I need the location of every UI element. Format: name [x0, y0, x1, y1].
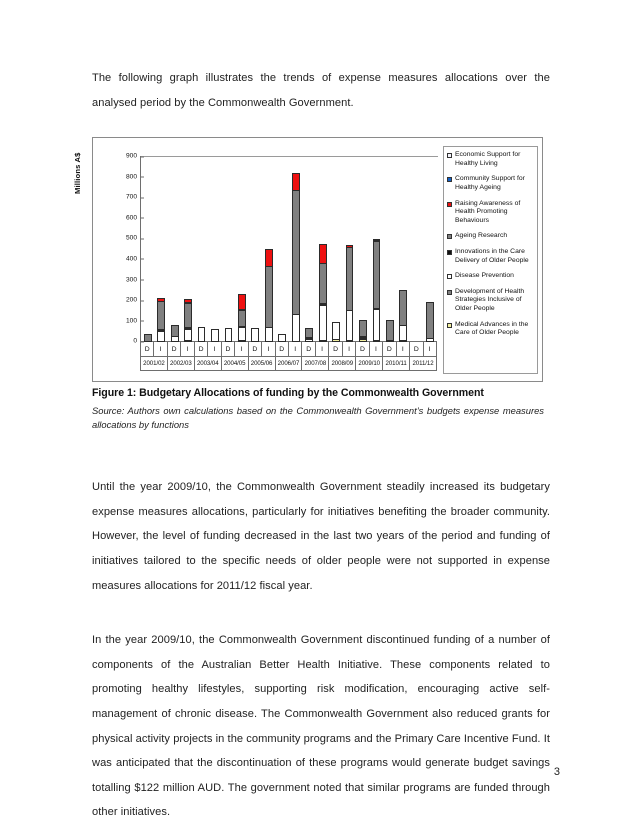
bar-segment — [144, 334, 152, 342]
bar-slot — [208, 156, 221, 341]
y-axis-tick: 200 — [126, 297, 141, 304]
bar-segment — [399, 325, 407, 341]
stacked-bar — [251, 328, 259, 341]
page-content — [73, 66, 550, 825]
stacked-bar — [426, 302, 434, 341]
bar-slot — [249, 156, 262, 341]
bar-slot — [302, 156, 315, 341]
bar-slot — [356, 156, 369, 341]
x-axis-subcategory-cell: I — [208, 342, 221, 356]
stacked-bar — [238, 294, 246, 341]
y-axis-tick: 800 — [126, 173, 141, 180]
bar-segment — [265, 266, 273, 328]
y-axis-tick: 0 — [133, 338, 141, 345]
bar-segment — [265, 327, 273, 341]
x-axis-year-cell: 2009/10 — [356, 357, 383, 370]
bar-segment — [238, 310, 246, 327]
paragraph-3: In the year 2009/10, the Commonwealth Government discontinued funding of a number of components of the Australian Better Health Initiative. These components related to promoting healthy lifestyles, supporting risk modification, encouraging active self-management of chronic disease. The Commonwealth Government also reduced grants for physical activity projects in the community programs and the Primary Care Incentive Fund. It was anticipated that the discontinuation of these programs would generate budget savings totalling $122 million AUD. The government noted that similar programs are funded through other initiatives. — [92, 634, 550, 819]
legend-item — [447, 232, 534, 241]
bar-segment — [157, 301, 165, 330]
bar-segment — [292, 173, 300, 190]
x-axis-subcategory-row — [140, 342, 437, 357]
bar-segment — [278, 334, 286, 342]
x-axis-subcategory-cell: D — [141, 342, 154, 356]
bar-slot — [343, 156, 356, 341]
x-axis-subcategory-cell: I — [397, 342, 410, 356]
bar-slot — [235, 156, 248, 341]
bar-segment — [373, 309, 381, 341]
x-axis-subcategory-cell: I — [235, 342, 248, 356]
bar-segment — [373, 241, 381, 310]
bar-slot — [222, 156, 235, 341]
stacked-bar — [278, 334, 286, 342]
bar-slot — [370, 156, 383, 341]
x-axis-subcategory-cell: D — [329, 342, 342, 356]
bar-segment — [171, 325, 179, 336]
legend-item — [447, 151, 534, 168]
bar-segment — [184, 303, 192, 328]
figure-caption-title: Figure 1: Budgetary Allocations of funding by the Commonwealth Government — [92, 387, 484, 400]
bar-segment — [386, 320, 394, 340]
bar-segment — [319, 305, 327, 341]
x-axis-subcategory-cell: I — [154, 342, 167, 356]
x-axis-subcategory-cell: D — [195, 342, 208, 356]
x-axis-subcategory-cell: D — [410, 342, 423, 356]
x-axis-subcategory-cell: D — [222, 342, 235, 356]
stacked-bar — [171, 325, 179, 341]
y-axis-tick: 400 — [126, 255, 141, 262]
bar-segment — [346, 310, 354, 340]
bar-slot — [383, 156, 396, 341]
intro-paragraph: The following graph illustrates the trends of expense measures allocations over the analysed period by the Commonwealth Government. — [92, 72, 550, 109]
bar-segment — [292, 190, 300, 315]
x-axis-subcategory-cell: D — [302, 342, 315, 356]
bar-segment — [184, 329, 192, 341]
y-axis-tick: 100 — [126, 317, 141, 324]
x-axis-subcategory-cell: D — [168, 342, 181, 356]
legend-label: Economic Support for Healthy Living — [455, 151, 521, 167]
legend-swatch-icon — [447, 153, 452, 158]
y-axis-tick: 900 — [126, 153, 141, 160]
bar-slot — [181, 156, 194, 341]
x-axis-year-cell: 2005/06 — [249, 357, 276, 370]
stacked-bar — [332, 322, 340, 341]
x-axis-year-cell: 2011/12 — [410, 357, 437, 370]
x-axis-year-row — [140, 357, 437, 371]
bar-segment — [426, 302, 434, 339]
bar-slot — [397, 156, 410, 341]
stacked-bar — [359, 320, 367, 342]
x-axis-subcategory-cell: I — [370, 342, 383, 356]
bar-segment — [225, 328, 233, 342]
legend-swatch-icon — [447, 250, 452, 255]
legend-label: Raising Awareness of Health Promoting Behaviours — [455, 199, 521, 224]
bar-slot — [329, 156, 342, 341]
legend-label: Medical Advances in the Care of Older People — [455, 320, 529, 337]
bar-segment — [211, 329, 219, 342]
x-axis-year-cell: 2007/08 — [302, 357, 329, 370]
figure-caption-source: Source: Authors own calculations based on the Commonwealth Government’s budgets expense measures allocations by functions — [92, 405, 544, 430]
bar-segment — [292, 314, 300, 341]
bar-slot — [316, 156, 329, 341]
x-axis-subcategory-cell: D — [249, 342, 262, 356]
bar-segment — [399, 290, 407, 326]
stacked-bar — [157, 298, 165, 341]
legend-item — [447, 248, 534, 265]
legend-item — [447, 288, 534, 314]
figure-1 — [73, 137, 547, 431]
legend-swatch-icon — [447, 290, 452, 295]
legend-label: Innovations in the Care Delivery of Older People — [455, 247, 529, 264]
legend-swatch-icon — [447, 202, 452, 207]
stacked-bar — [225, 328, 233, 341]
bar-segment — [238, 327, 246, 340]
bar-slot — [276, 156, 289, 341]
bar-segment — [319, 244, 327, 264]
x-axis-subcategory-cell: I — [343, 342, 356, 356]
bar-slot — [410, 156, 423, 341]
chart-inner — [73, 142, 538, 377]
legend-item — [447, 200, 534, 226]
x-axis-subcategory-cell: D — [383, 342, 396, 356]
bar-segment — [319, 263, 327, 304]
legend-label: Development of Health Strategies Inclusive of Older People — [455, 287, 525, 312]
stacked-bar — [211, 329, 219, 341]
legend-swatch-icon — [447, 274, 452, 279]
stacked-bar — [144, 334, 152, 341]
stacked-bar — [399, 290, 407, 341]
x-axis-year-cell: 2008/09 — [329, 357, 356, 370]
bar-segment — [157, 331, 165, 342]
chart-frame — [73, 137, 543, 382]
legend-swatch-icon — [447, 323, 452, 328]
bar-segment — [359, 320, 367, 338]
bar-slot — [262, 156, 275, 341]
chart-bars — [141, 156, 437, 341]
stacked-bar — [305, 328, 313, 341]
stacked-bar — [184, 299, 192, 341]
bar-segment — [346, 247, 354, 311]
x-axis-year-cell: 2002/03 — [168, 357, 195, 370]
x-axis-subcategory-cell: I — [262, 342, 275, 356]
legend-label: Disease Prevention — [455, 272, 514, 280]
stacked-bar — [198, 327, 206, 341]
bar-segment — [171, 336, 179, 342]
bar-segment — [332, 322, 340, 340]
paragraph-2: Until the year 2009/10, the Commonwealth Government steadily increased its budgetary expense measures allocations, particularly for initiatives benefiting the broader community. However, the level of funding decreased in the last two years of the period and funding of initiatives tailored to the specific needs of older people were not supported in expense measures allocations for 2011/12 fiscal year. — [92, 481, 550, 592]
legend-label: Community Support for Healthy Ageing — [455, 175, 525, 191]
legend-item — [447, 272, 534, 281]
x-axis-year-cell: 2004/05 — [222, 357, 249, 370]
x-axis-subcategory-cell: D — [276, 342, 289, 356]
y-axis-tick: 300 — [126, 276, 141, 283]
bar-slot — [289, 156, 302, 341]
legend-item — [447, 175, 534, 192]
x-axis-subcategory-cell: I — [424, 342, 437, 356]
bar-slot — [424, 156, 437, 341]
x-axis-year-cell: 2001/02 — [141, 357, 168, 370]
legend-label: Ageing Research — [455, 232, 508, 240]
stacked-bar — [386, 320, 394, 341]
stacked-bar — [319, 244, 327, 341]
stacked-bar — [373, 239, 381, 341]
x-axis-subcategory-cell: D — [356, 342, 369, 356]
y-axis-tick: 600 — [126, 214, 141, 221]
bar-slot — [141, 156, 154, 341]
bar-segment — [265, 249, 273, 266]
x-axis-subcategory-cell: I — [181, 342, 194, 356]
legend-item — [447, 321, 534, 338]
bar-segment — [251, 328, 259, 341]
x-axis-year-cell: 2010/11 — [383, 357, 410, 370]
x-axis-subcategory-cell: I — [316, 342, 329, 356]
bar-segment — [198, 327, 206, 341]
chart-legend — [443, 146, 538, 374]
x-axis-year-cell: 2003/04 — [195, 357, 222, 370]
bar-segment — [238, 294, 246, 310]
stacked-bar — [265, 249, 273, 341]
y-axis-tick: 700 — [126, 194, 141, 201]
x-axis-subcategory-cell: I — [289, 342, 302, 356]
y-axis-label: Millions A$ — [73, 152, 82, 195]
legend-swatch-icon — [447, 177, 452, 182]
stacked-bar — [346, 245, 354, 341]
bar-slot — [168, 156, 181, 341]
bar-slot — [195, 156, 208, 341]
stacked-bar — [292, 173, 300, 341]
bar-slot — [154, 156, 167, 341]
x-axis-year-cell: 2006/07 — [276, 357, 303, 370]
legend-swatch-icon — [447, 234, 452, 239]
chart-plot-area — [125, 152, 437, 345]
page-number: 3 — [553, 766, 560, 778]
y-axis-tick: 500 — [126, 235, 141, 242]
